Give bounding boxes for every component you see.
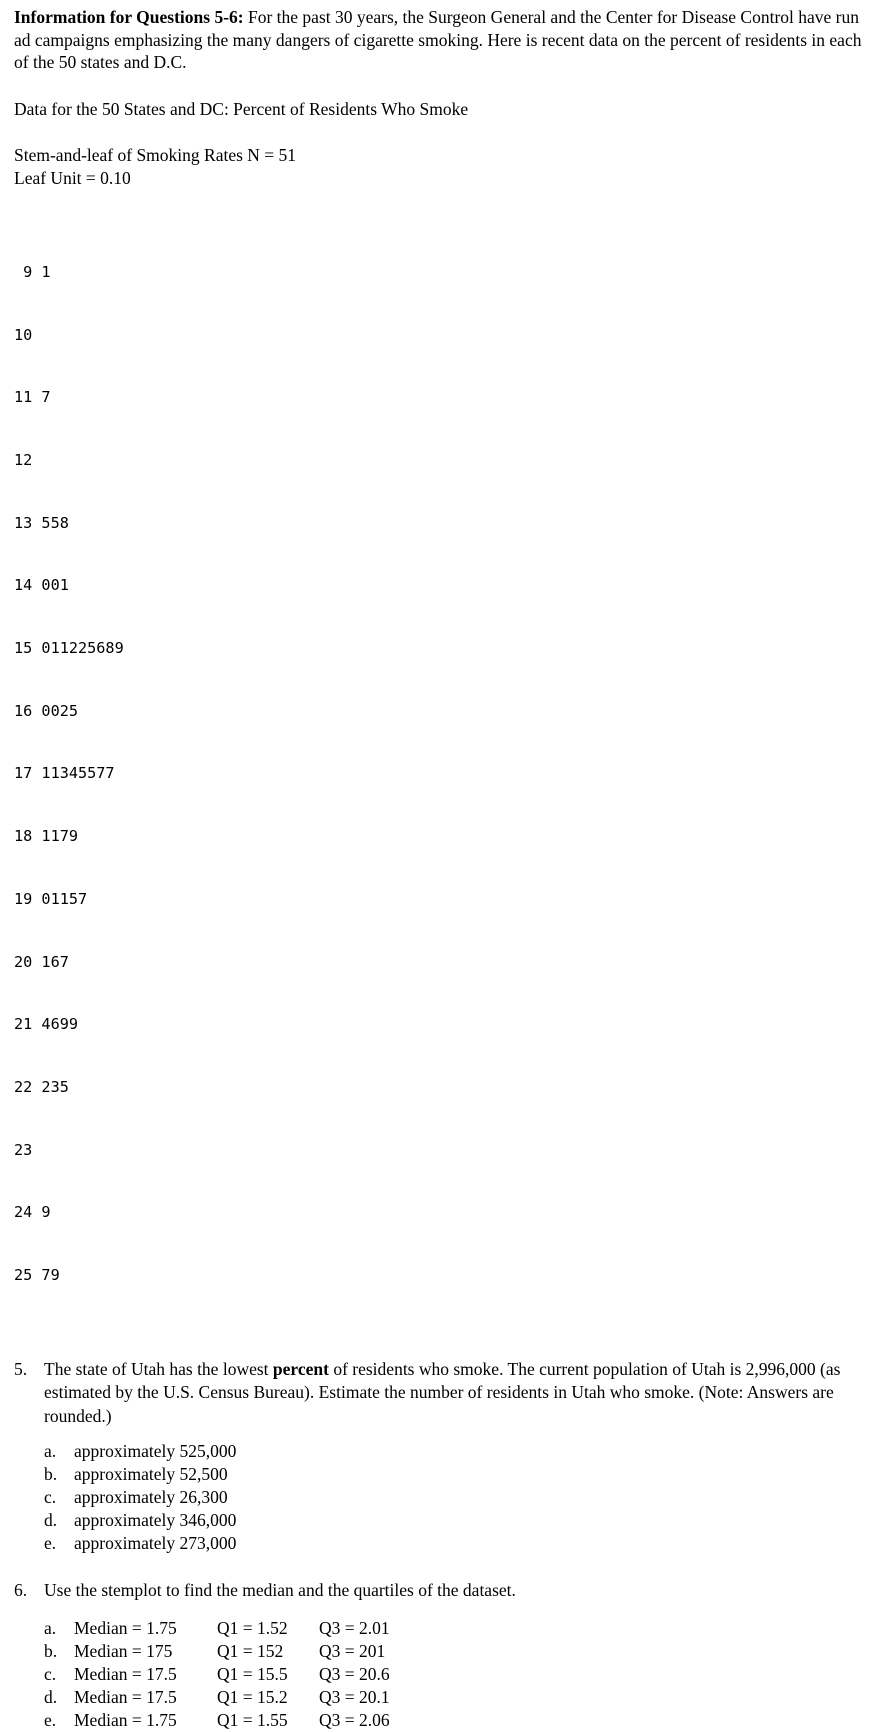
question-5-bold: percent — [272, 1358, 329, 1379]
choice-median: Median = 17.5 — [74, 1686, 177, 1707]
stemplot-row: 23 — [14, 1140, 33, 1159]
choice-6a[interactable] — [44, 1617, 872, 1640]
stemplot-row: 13 558 — [14, 513, 69, 532]
stemplot-row: 16 0025 — [14, 701, 79, 720]
choice-q3: Q3 = 20.6 — [319, 1663, 390, 1684]
stemplot-row: 21 4699 — [14, 1015, 79, 1034]
stemplot-header — [14, 144, 872, 189]
choice-q1: Q1 = 15.2 — [217, 1686, 288, 1707]
stemplot-row: 12 — [14, 450, 33, 469]
choice-letter: b. — [44, 1464, 58, 1485]
choice-5e[interactable] — [44, 1532, 872, 1555]
choice-5d[interactable] — [44, 1509, 872, 1532]
question-5-number: 5. — [14, 1358, 28, 1379]
stemplot-row: 14 001 — [14, 576, 69, 595]
choice-letter: c. — [44, 1663, 57, 1684]
choice-q3: Q3 = 201 — [319, 1640, 386, 1661]
stemplot-row: 22 235 — [14, 1077, 69, 1096]
stemplot-row: 20 167 — [14, 952, 69, 971]
stemplot-row: 10 — [14, 325, 33, 344]
question-5-text-after: of residents who smoke. The current population of Utah is 2,996,000 (as estimated by the U.S. Census Bureau). Estimate the number of residents in Utah who smoke. (Note: Answers are rounded.) — [44, 1358, 841, 1426]
choice-6e[interactable] — [44, 1709, 872, 1732]
choice-6c[interactable] — [44, 1663, 872, 1686]
choice-median: Median = 1.75 — [74, 1617, 177, 1638]
choice-6d[interactable] — [44, 1686, 872, 1709]
choice-letter: b. — [44, 1640, 58, 1661]
choice-letter: d. — [44, 1686, 58, 1707]
question-5-text-before: The state of Utah has the lowest — [44, 1358, 273, 1379]
choice-5a[interactable] — [44, 1440, 872, 1463]
choice-letter: e. — [44, 1709, 57, 1730]
choice-text: approximately 52,500 — [74, 1464, 228, 1485]
choice-q1: Q1 = 1.55 — [217, 1709, 288, 1730]
choice-median: Median = 175 — [74, 1640, 173, 1661]
choice-q3: Q3 = 20.1 — [319, 1686, 390, 1707]
stemplot-row: 15 011225689 — [14, 639, 124, 658]
choice-median: Median = 17.5 — [74, 1663, 177, 1684]
data-title: Data for the 50 States and DC: Percent of Residents Who Smoke — [14, 98, 469, 119]
choice-median: Median = 1.75 — [74, 1709, 177, 1730]
question-6-number: 6. — [14, 1580, 28, 1601]
choice-6b[interactable] — [44, 1640, 872, 1663]
choice-letter: e. — [44, 1533, 57, 1554]
choice-q3: Q3 = 2.01 — [319, 1617, 390, 1638]
choice-letter: c. — [44, 1487, 57, 1508]
stemplot-row: 18 1179 — [14, 827, 79, 846]
stemplot-row: 24 9 — [14, 1203, 51, 1222]
choice-text: approximately 525,000 — [74, 1441, 237, 1462]
choice-letter: a. — [44, 1617, 57, 1638]
worksheet-page — [14, 6, 872, 1732]
choice-q1: Q1 = 1.52 — [217, 1617, 288, 1638]
choice-text: approximately 273,000 — [74, 1533, 237, 1554]
question-5 — [14, 1358, 872, 1429]
question-6-choices — [44, 1617, 872, 1732]
question-5-text — [44, 1358, 872, 1429]
choice-q1: Q1 = 152 — [217, 1640, 284, 1661]
choice-5b[interactable] — [44, 1463, 872, 1486]
intro-text: For the past 30 years, the Surgeon General and the Center for Disease Control have run ad campaigns emphasizing the many dangers of cigarette smoking. Here is recent data on the percent of residents in each of the 50 states and D.C. — [14, 7, 862, 72]
question-6-text: Use the stemplot to find the median and the quartiles of the dataset. — [44, 1580, 516, 1601]
choice-letter: d. — [44, 1510, 58, 1531]
stemplot-row: 11 7 — [14, 388, 51, 407]
intro-lead: Information for Questions 5-6: — [14, 7, 244, 27]
stemplot-header-line1: Stem-and-leaf of Smoking Rates N = 51 — [14, 145, 297, 165]
stemplot-header-line2: Leaf Unit = 0.10 — [14, 167, 131, 188]
question-5-choices — [44, 1440, 872, 1555]
choice-text: approximately 346,000 — [74, 1510, 237, 1531]
question-6 — [14, 1579, 872, 1603]
choice-letter: a. — [44, 1441, 57, 1462]
choice-5c[interactable] — [44, 1486, 872, 1509]
intro-paragraph — [14, 6, 872, 74]
choice-q3: Q3 = 2.06 — [319, 1709, 390, 1730]
choice-text: approximately 26,300 — [74, 1487, 228, 1508]
choice-q1: Q1 = 15.5 — [217, 1663, 288, 1684]
stemplot-row: 17 11345577 — [14, 764, 115, 783]
stemplot-row: 19 01157 — [14, 889, 88, 908]
stemplot — [14, 220, 872, 1328]
stemplot-row: 25 79 — [14, 1266, 60, 1285]
stemplot-row: 9 1 — [14, 262, 51, 281]
